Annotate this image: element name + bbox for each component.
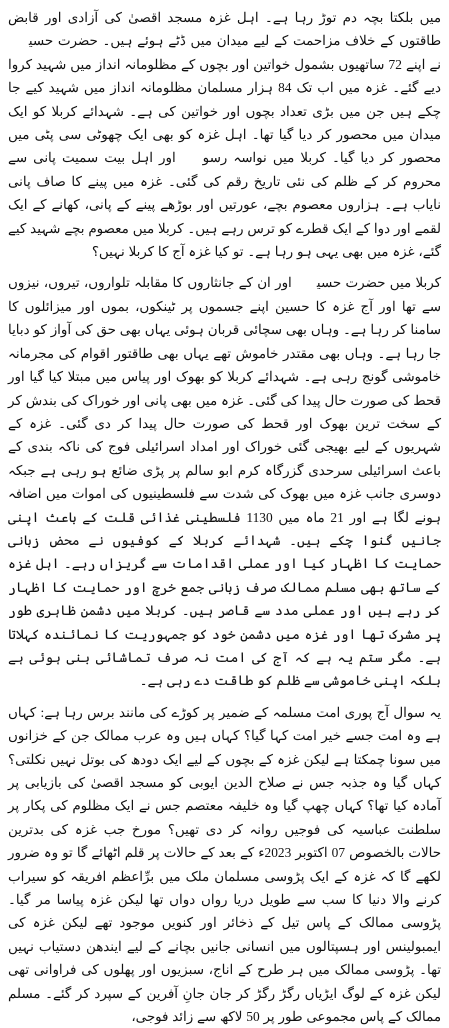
article-paragraph-3: یہ سوال آج پوری امت مسلمہ کے ضمیر پر کوڑے کی مانند برس رہا ہے: کہاں ہے وہ امت جسے خیر امت کہا گیا؟ کہاں ہیں وہ عرب ممالک جن کے خزانوں میں سونا چمکتا ہے لیکن غزہ کے بچوں کے لیے ایک دودھ کی بوتل نہیں نکلتی؟ کہاں گیا وہ جذبہ جس نے صلاح الدین ایوبی کو مسجد اقصیٰ کی بازیابی پر آمادہ کیا تھا؟ کہاں چھپ گیا وہ خلیفہ معتصم جس نے ایک مظلوم کی پکار پر سلطنت عباسیہ کی فوجیں روانہ کر دی تھیں؟ مورخ جب غزہ کی بدترین حالات بالخصوص 07 اکتوبر 2023ء کے بعد کے حالات پر قلم اٹھائے گا تو وہ ضرور لکھے گا کہ غزہ کے ایک پڑوسی مسلمان ملک میں برِّاعظم افریقہ کو سیراب کرنے والا دنیا کا سب سے طویل دریا رواں دواں تھا لیکن غزہ پیاسا مر گیا۔ پڑوسی ممالک کے پاس تیل کے ذخائر اور کنویں موجود تھے لیکن غزہ کی ایمبولینس اور ہسپتالوں میں انسانی جانیں بچانے کے لیے ایندھن دستیاب نہیں تھا۔ پڑوسی ممالک میں ہر طرح کے اناج، سبزیوں اور پھلوں کی فراوانی تھی لیکن غزہ کے لوگ ایڑیاں رگڑ رگڑ کر جان جانِ آفرین کے سپرد کر گئے۔ مسلم ممالک کے پاس مجموعی طور پر 50 لاکھ سے زائد فوجی، xyxy=(8,704,441,1025)
article-paragraph-1: میں بلکتا بچہ دم توڑ رہا ہے۔ اہل غزہ مسجد اقصیٰ کی آزادی اور قابض طاقتوں کے خلاف مزاحمت کے لیے میدان میں ڈٹے ہوئے ہیں۔ حضرت حسینؓ نے اپنے 72 ساتھیوں بشمول خواتین اور بچوں کے مظلومانہ انداز میں شہید کروا دیے گئے۔ غزہ میں اب تک 84 ہزار مسلمان مظلومانہ انداز میں شہید کیے جا چکے ہیں جن میں بڑی تعداد بچوں اور خواتین کی ہے۔ شہدائے کربلا کو ایک میدان میں محصور کر دیا گیا تھا۔ اہل غزہ کو بھی ایک چھوٹی سی پٹی میں محصور کر دیا گیا۔ کربلا میں نواسہ رسولؐ اور اہل بیت سمیت پانی سے محروم کر کے ظلم کی نئی تاریخ رقم کی گئی۔ غزہ میں پینے کا صاف پانی نایاب ہے۔ ہزاروں معصوم بچے، عورتیں اور بوڑھے پینے کے پانی، کھانے کے ایک لقمے اور دوا کے ایک قطرے کو ترس رہے ہیں۔ کربلا میں معصوم بچے شہید کیے گئے، غزہ میں بھی یہی ہو رہا ہے۔ تو کیا غزہ آج کا کربلا نہیں؟ xyxy=(8,10,441,260)
article-paragraph-2: کربلا میں حضرت حسینؓ اور ان کے جانثاروں کا مقابلہ تلواروں، تیروں، نیزوں سے تھا اور آج غزہ کا حسین اپنے جسموں پر ٹینکوں، بموں اور میزائلوں کا سامنا کر رہا ہے۔ وہاں بھی سچائی قربان ہوئی یہاں بھی حق کی آواز کو دبایا جا رہا ہے۔ وہاں بھی مقتدر خاموش تھے یہاں بھی طاقتور اقوام کی مجرمانہ خاموشی گونج رہی ہے۔ شہدائے کربلا کو بھوک اور پیاس میں مبتلا کیا گیا اور قحط کی صورت حال پیدا کی گئی۔ غزہ میں بھی پانی اور خوراک کی بندش کر کے سخت ترین بھوک اور قحط کی صورت حال پیدا کر دی گئی۔ غزہ کے شہریوں کے لیے بھیجی گئی خوراک اور امداد اسرائیلی فوج کی ناکہ بندی کے باعث اسرائیلی سرحدی گزرگاہ کرم ابو سالم پر پڑی ضائع ہو رہی ہے جبکہ دوسری جانب غزہ میں بھوک کی شدت سے فلسطینیوں کی اموات میں اضافہ ہونے لگا ہے اور 21 ماہ میں 1130 فلسطینی غذائی قلت کے باعث اپنی جانیں گنوا چکے ہیں۔ شہدائے کربلا کے کوفیوں نے محض زبانی حمایت کا اظہار کیا اور عملی اقدامات سے گریزاں رہے۔ اہل غزہ کے ساتھ بھی مسلم ممالک صرف زبانی جمع خرچ اور حمایت کا اظہار کر رہے ہیں اور عملی مدد سے قاصر ہیں۔ کربلا میں دشمن ظاہری طور پر مشرک تھا اور غزہ میں دشمن خود کو جمہوریت کا نمائندہ کہلاتا ہے۔ مگر ستم یہ ہے کہ آج کی امت نہ صرف تماشائی بنی ہوئی ہے بلکہ اپنی خاموشی سے ظلم کو طاقت دے رہی ہے۔ xyxy=(8,275,441,689)
